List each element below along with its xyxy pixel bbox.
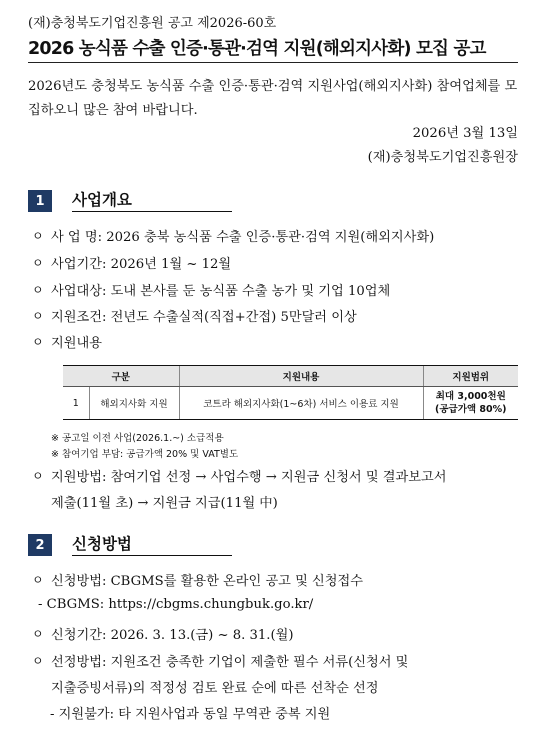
bullet-icon: ㅇ — [32, 573, 44, 587]
section-2-header — [28, 534, 232, 556]
bullet-icon: ㅇ — [32, 309, 44, 323]
list-item: ㅇ 사업대상: 도내 본사를 둔 농식품 수출 농가 및 기업 10업체 — [32, 280, 390, 299]
table-row — [63, 387, 518, 420]
announcement-date: 2026년 3월 13일 — [412, 126, 518, 141]
title-divider — [28, 62, 518, 63]
header-range: 지원범위 — [423, 366, 518, 387]
bullet-icon: ㅇ — [32, 469, 44, 483]
list-item: ㅇ 선정방법: 지원조건 충족한 기업이 제출한 필수 서류(신청서 및 — [32, 651, 408, 670]
bullet-icon: ㅇ — [32, 654, 44, 668]
list-item: ㅇ 사업기간: 2026년 1월 ~ 12월 — [32, 253, 231, 272]
row-number: 1 — [63, 387, 89, 420]
intro-paragraph: 2026년도 충청북도 농식품 수출 인증·통관·검역 지원사업(해외지사화) 참여업체를 모집하오니 많은 참여 바랍니다. — [28, 79, 518, 118]
list-item-continuation: 지출증빙서류)의 적정성 검토 완료 순에 따른 선착순 선정 — [51, 681, 379, 696]
bullet-icon: ㅇ — [32, 627, 44, 641]
support-table — [63, 365, 518, 420]
footnote: ※ 공고일 이전 사업(2026.1.~) 소급적용 — [51, 433, 224, 444]
exclusion-note: - 지원불가: 타 지원사업과 동일 무역관 중복 지원 — [50, 707, 331, 722]
bullet-icon: ㅇ — [32, 229, 44, 243]
section-number: 2 — [28, 534, 52, 556]
bullet-icon: ㅇ — [32, 335, 44, 349]
header-content: 지원내용 — [179, 366, 423, 387]
list-item: ㅇ 지원내용 — [32, 332, 102, 351]
page-title: 2026 농식품 수출 인증·통관·검역 지원(해외지사화) 모집 공고 — [28, 39, 486, 59]
row-content: 코트라 해외지사화(1~6차) 서비스 이용료 지원 — [179, 387, 423, 420]
table-header-row — [63, 366, 518, 387]
list-item: ㅇ 신청방법: CBGMS를 활용한 온라인 공고 및 신청접수 — [32, 570, 363, 589]
footnote: ※ 참여기업 부담: 공급가액 20% 및 VAT별도 — [51, 449, 239, 460]
bullet-icon: ㅇ — [32, 256, 44, 270]
list-item-continuation: 제출(11월 초) → 지원금 지급(11월 中) — [51, 496, 278, 511]
bullet-icon: ㅇ — [32, 283, 44, 297]
list-item: ㅇ 신청기간: 2026. 3. 13.(금) ~ 8. 31.(월) — [32, 624, 294, 643]
section-number: 1 — [28, 190, 52, 212]
notice-number: (재)충청북도기업진흥원 공고 제2026-60호 — [28, 16, 277, 31]
cbgms-url: - CBGMS: https://cbgms.chungbuk.go.kr/ — [38, 597, 314, 612]
list-item: ㅇ 지원방법: 참여기업 선정 → 사업수행 → 지원금 신청서 및 결과보고서 — [32, 466, 447, 485]
header-category: 구분 — [63, 366, 179, 387]
section-1-header — [28, 190, 232, 212]
list-item: ㅇ 지원조건: 전년도 수출실적(직접+간접) 5만달러 이상 — [32, 306, 357, 325]
list-item: ㅇ 사 업 명: 2026 충북 농식품 수출 인증·통관·검역 지원(해외지사화) — [32, 226, 434, 245]
row-range: 최대 3,000천원 (공급가액 80%) — [423, 387, 518, 420]
issuer-name: (재)충청북도기업진흥원장 — [367, 150, 518, 165]
section-title: 신청방법 — [72, 534, 232, 556]
section-title: 사업개요 — [72, 190, 232, 212]
row-category: 해외지사화 지원 — [89, 387, 179, 420]
